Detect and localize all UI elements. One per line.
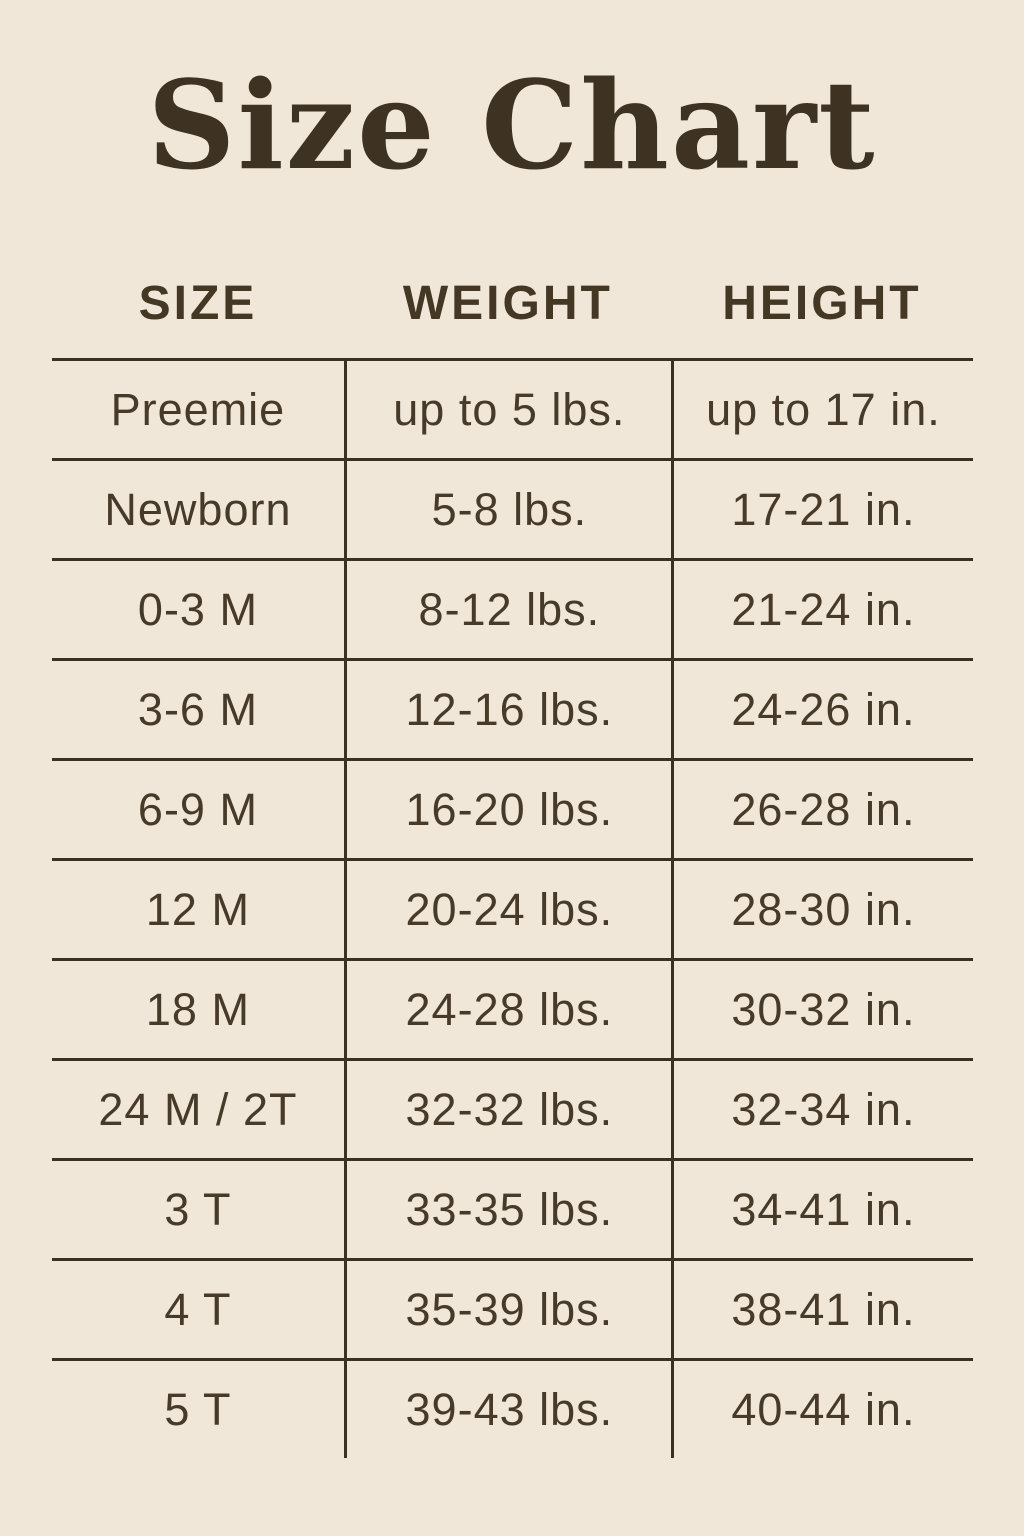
table-header-row bbox=[52, 248, 973, 358]
height-cell: 30-32 in. bbox=[671, 961, 972, 1058]
height-cell: 34-41 in. bbox=[671, 1161, 972, 1258]
weight-cell: 33-35 lbs. bbox=[344, 1161, 671, 1258]
table-row bbox=[52, 361, 973, 461]
size-cell: 24 M / 2T bbox=[98, 1083, 298, 1135]
size-cell: Preemie bbox=[110, 383, 286, 435]
height-cell: 24-26 in. bbox=[671, 661, 972, 758]
weight-cell: 24-28 lbs. bbox=[344, 961, 671, 1058]
table-row bbox=[52, 1261, 973, 1361]
size-cell: 18 M bbox=[145, 983, 250, 1035]
table-row bbox=[52, 561, 973, 661]
table-row bbox=[52, 1361, 973, 1458]
weight-cell: 12-16 lbs. bbox=[344, 661, 671, 758]
table-row bbox=[52, 1161, 973, 1261]
column-header-size: SIZE bbox=[138, 276, 258, 330]
column-header-weight: WEIGHT bbox=[402, 276, 613, 330]
height-cell: 17-21 in. bbox=[671, 461, 972, 558]
height-cell: 26-28 in. bbox=[671, 761, 972, 858]
table-body bbox=[52, 358, 973, 1458]
height-cell: 21-24 in. bbox=[671, 561, 972, 658]
size-cell: 12 M bbox=[145, 883, 250, 935]
table-row bbox=[52, 761, 973, 861]
table-row bbox=[52, 961, 973, 1061]
page-title: Size Chart bbox=[147, 53, 877, 197]
height-cell: 38-41 in. bbox=[671, 1261, 972, 1358]
height-cell: 28-30 in. bbox=[671, 861, 972, 958]
weight-cell: up to 5 lbs. bbox=[344, 361, 671, 458]
size-cell: 5 T bbox=[164, 1383, 232, 1435]
column-header-height: HEIGHT bbox=[722, 276, 922, 330]
size-chart-table bbox=[52, 248, 973, 1458]
weight-cell: 8-12 lbs. bbox=[344, 561, 671, 658]
weight-cell: 5-8 lbs. bbox=[344, 461, 671, 558]
size-cell: 3-6 M bbox=[137, 683, 258, 735]
table-row bbox=[52, 1061, 973, 1161]
weight-cell: 20-24 lbs. bbox=[344, 861, 671, 958]
height-cell: 40-44 in. bbox=[671, 1361, 972, 1458]
height-cell: 32-34 in. bbox=[671, 1061, 972, 1158]
weight-cell: 32-32 lbs. bbox=[344, 1061, 671, 1158]
size-cell: Newborn bbox=[104, 483, 292, 535]
weight-cell: 16-20 lbs. bbox=[344, 761, 671, 858]
table-row bbox=[52, 461, 973, 561]
table-row bbox=[52, 661, 973, 761]
size-cell: 4 T bbox=[164, 1283, 232, 1335]
size-cell: 3 T bbox=[164, 1183, 232, 1235]
table-row bbox=[52, 861, 973, 961]
weight-cell: 35-39 lbs. bbox=[344, 1261, 671, 1358]
weight-cell: 39-43 lbs. bbox=[344, 1361, 671, 1458]
size-cell: 6-9 M bbox=[137, 783, 258, 835]
size-cell: 0-3 M bbox=[137, 583, 258, 635]
height-cell: up to 17 in. bbox=[671, 361, 972, 458]
